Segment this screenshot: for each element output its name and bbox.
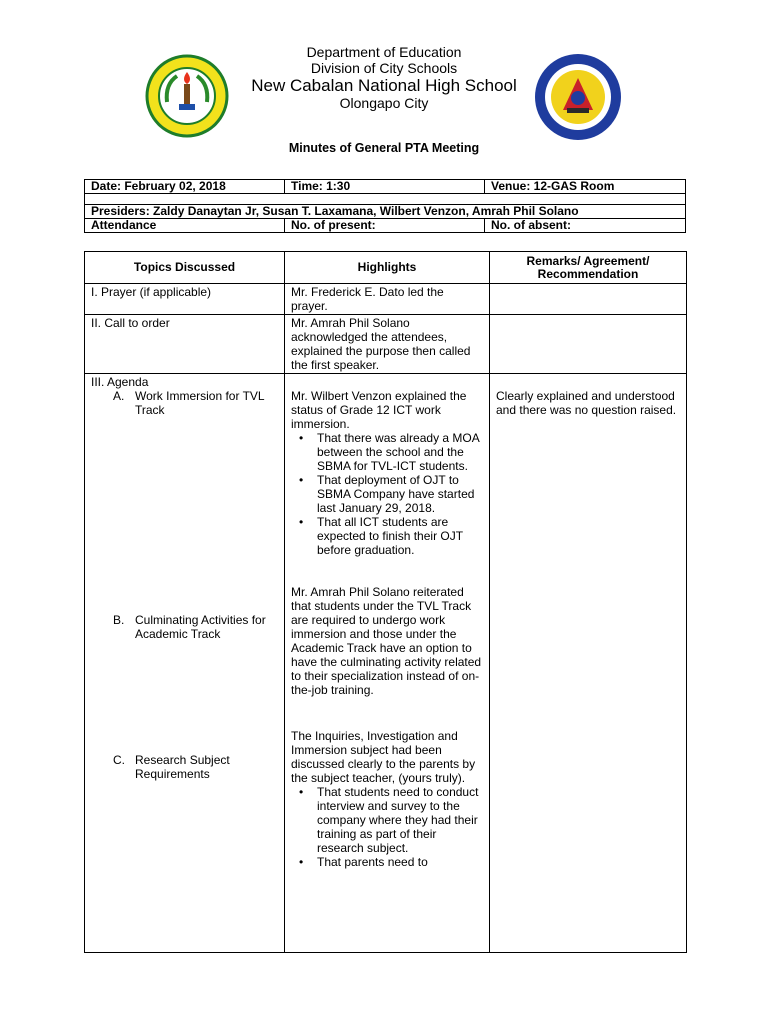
letterhead — [0, 44, 768, 111]
division-name: Division of City Schools — [310, 60, 458, 76]
agenda-item-a — [91, 389, 278, 417]
highlight-agenda — [285, 374, 490, 953]
attendance-cell: Attendance — [85, 219, 285, 233]
bullet-item: • That all ICT students are expected to finish their OJT before graduation. — [317, 515, 483, 557]
agenda-item-c — [91, 753, 278, 781]
remark-call-to-order — [490, 315, 687, 374]
remark-prayer — [490, 284, 687, 315]
col-remarks: Remarks/ Agreement/ Recommendation — [490, 252, 687, 284]
item-letter: A. — [113, 389, 125, 403]
absent-cell: No. of absent: — [485, 219, 686, 233]
minutes-table — [84, 251, 687, 953]
highlight-prayer: Mr. Frederick E. Dato led the prayer. — [285, 284, 490, 315]
present-cell: No. of present: — [285, 219, 485, 233]
item-topic: Work Immersion for TVL Track — [135, 389, 265, 417]
highlight-a: Mr. Wilbert Venzon explained the status of Grade 12 ICT work immersion. — [291, 389, 467, 431]
highlight-b: Mr. Amrah Phil Solano reiterated that students under the TVL Track are required to undergo work immersion and those under the Academic Track have an option to have the culminating activity related to their specialization instead of on-the-job training. — [291, 585, 482, 697]
col-highlights: Highlights — [285, 252, 490, 284]
item-letter: B. — [113, 613, 125, 627]
bullet-item: • That deployment of OJT to SBMA Company have started last January 29, 2018. — [317, 473, 483, 515]
highlight-call-to-order: Mr. Amrah Phil Solano acknowledged the attendees, explained the purpose then called the first speaker. — [285, 315, 490, 374]
topic-prayer: I. Prayer (if applicable) — [85, 284, 285, 315]
remark-a: Clearly explained and understood and there was no question raised. — [496, 389, 677, 417]
topic-call-to-order: II. Call to order — [85, 315, 285, 374]
document-title: Minutes of General PTA Meeting — [288, 141, 480, 155]
school-name: New Cabalan National High School — [251, 76, 517, 95]
topic-agenda — [85, 374, 285, 953]
bullet-item: • That parents need to — [317, 855, 483, 869]
city-name: Olongapo City — [339, 95, 429, 111]
presiders-cell: Presiders: Zaldy Danaytan Jr, Susan T. Laxamana, Wilbert Venzon, Amrah Phil Solano — [85, 205, 686, 219]
meeting-info-table — [84, 179, 686, 233]
bullet-item: • That students need to conduct interview and survey to the company where they had their training as part of their research subject. — [317, 785, 483, 855]
venue-cell: Venue: 12-GAS Room — [485, 180, 686, 194]
department-name: Department of Education — [306, 44, 462, 60]
spacer-row — [85, 194, 686, 205]
agenda-label: III. Agenda — [91, 375, 149, 389]
item-topic: Research Subject Requirements — [135, 753, 230, 781]
highlight-c: The Inquiries, Investigation and Immersion subject had been discussed clearly to the parents by the subject teacher, (yours truly). — [291, 729, 476, 785]
date-cell: Date: February 02, 2018 — [85, 180, 285, 194]
agenda-item-b — [91, 613, 278, 641]
remark-agenda — [490, 374, 687, 953]
item-topic: Culminating Activities for Academic Track — [135, 613, 266, 641]
time-cell: Time: 1:30 — [285, 180, 485, 194]
bullet-item: • That there was already a MOA between the school and the SBMA for TVL-ICT students. — [317, 431, 483, 473]
item-letter: C. — [113, 753, 125, 767]
col-topics: Topics Discussed — [85, 252, 285, 284]
bullets-a — [291, 431, 483, 557]
bullets-c — [291, 785, 483, 869]
